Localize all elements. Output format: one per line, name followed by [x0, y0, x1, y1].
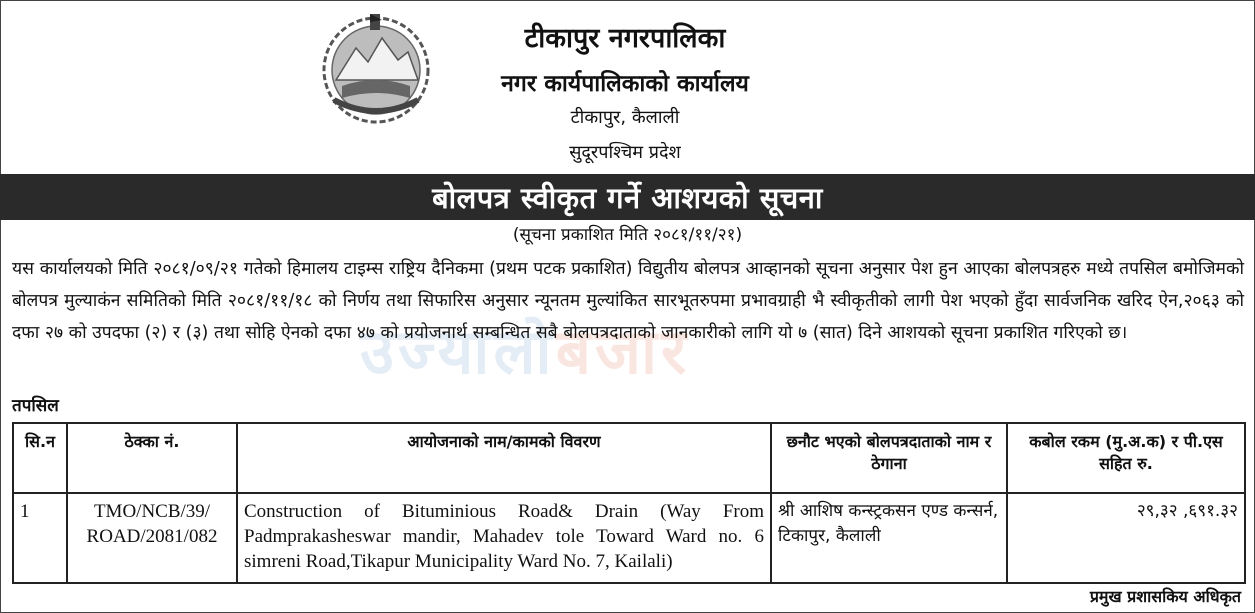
- header-amount: कबोल रकम (मु.अ.क) र पी.एस सहित रु.: [1007, 423, 1245, 493]
- table-row: [13, 493, 1245, 583]
- table-header-row: [13, 423, 1245, 493]
- notice-title-bar: [0, 174, 1255, 220]
- office-address: टीकापुर, कैलाली: [570, 107, 680, 128]
- cell-bidder: श्री आशिष कन्स्ट्रकसन एण्ड कन्सर्न, टिकापुर, कैलाली: [771, 493, 1007, 583]
- nepal-government-emblem-icon: [312, 8, 440, 128]
- watermark-part-2: बजार: [555, 315, 691, 388]
- notice-body: यस कार्यालयको मिति २०८१/०९/२१ गतेको हिमालय टाइम्स राष्ट्रिय दैनिकमा (प्रथम पटक प्रकाशित) विद्युतीय बोलपत्र आव्हानको सूचना अनुसार पेश हुन आएका बोलपत्रहरु मध्ये तपसिल बमोजिमको बोलपत्र मुल्याकंन समितिको मिति २०८१/११/१८ को निर्णय तथा सिफारिस अनुसार न्यूनतम मुल्यांकित सारभूतरुपमा प्रभावग्राही भै स्वीकृतीको लागी पेश भएको हुँदा सार्वजनिक खरिद ऐन,२०६३ को दफा २७ को उपदफा (२) र (३) तथा सोहि ऐनको दफा ४७ को प्रयोजनार्थ सम्बन्धित सबै बोलपत्रदाताको जानकारीको लागि यो ७ (सात) दिने आशयको सूचना प्रकाशित गरिएको छ।: [12, 259, 1244, 343]
- cell-amount: २९,३२ ,६९१.३२: [1007, 493, 1245, 583]
- details-table: [12, 422, 1246, 584]
- header-description: आयोजनाको नाम/कामको विवरण: [237, 423, 771, 493]
- signatory: प्रमुख प्रशासकिय अधिकृत: [1089, 587, 1241, 606]
- publish-date: (सूचना प्रकाशित मिति २०८१/११/२१): [512, 225, 743, 245]
- cell-contract-no: TMO/NCB/39/ ROAD/2081/082: [67, 493, 237, 583]
- header-contract-no: ठेक्का नं.: [67, 423, 237, 493]
- tapsil-label: तपसिल: [12, 396, 59, 416]
- office-name: टीकापुर नगरपालिका: [524, 23, 726, 54]
- cell-description: Construction of Bituminious Road& Drain (Way From Padmprakasheswar mandir, Mahadev tole Toward Ward no. 6 simreni Road,Tikapur Municipality Ward No. 7, Kailali): [237, 493, 771, 583]
- office-subtitle: नगर कार्यपालिकाको कार्यालय: [501, 71, 749, 97]
- notice-title: बोलपत्र स्वीकृत गर्ने आशयको सूचना: [432, 180, 823, 215]
- cell-sn: 1: [13, 493, 67, 583]
- header-bidder: छनौट भएको बोलपत्रदाताको नाम र ठेगाना: [771, 423, 1007, 493]
- watermark-part-1: उज्यालो: [360, 315, 556, 388]
- office-province: सुदूरपश्चिम प्रदेश: [569, 142, 681, 163]
- header-sn: सि.न: [13, 423, 67, 493]
